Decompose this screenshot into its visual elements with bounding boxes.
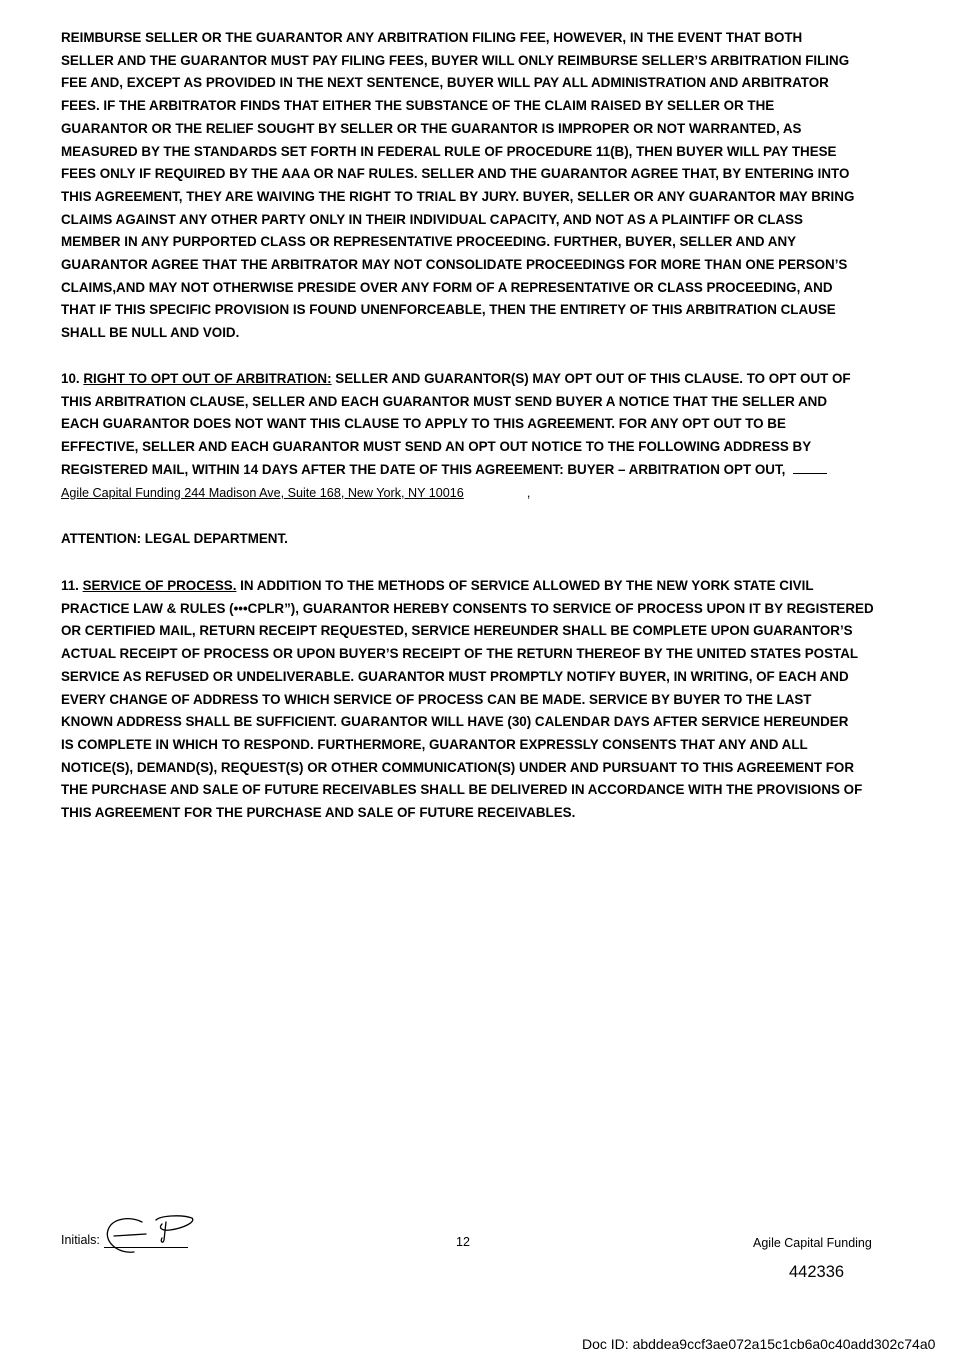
text-segment: REGISTERED MAIL, WITHIN 14 DAYS AFTER THE DATE OF THIS AGREEMENT: BUYER – ARBITRATION OPT OUT, — [61, 461, 786, 477]
text-line: PRACTICE LAW & RULES (•••CPLR”), GUARANTOR HEREBY CONSENTS TO SERVICE OF PROCESS UPON IT BY REGISTERED — [61, 600, 874, 616]
text-line: OR CERTIFIED MAIL, RETURN RECEIPT REQUESTED, SERVICE HEREUNDER SHALL BE COMPLETE UPON GUARANTOR’S — [61, 623, 853, 639]
text-line: GUARANTOR AGREE THAT THE ARBITRATOR MAY NOT CONSOLIDATE PROCEEDINGS FOR MORE THAN ONE PERSON’S — [61, 257, 848, 273]
text-line: GUARANTOR OR THE RELIEF SOUGHT BY SELLER OR THE GUARANTOR IS IMPROPER OR NOT WARRANTED, AS — [61, 120, 802, 136]
section-11-first-line — [61, 575, 906, 598]
opt-out-address — [61, 486, 508, 500]
text-line-with-blank — [61, 459, 906, 482]
section-heading: SERVICE OF PROCESS. — [82, 578, 237, 593]
text-line: FEES. IF THE ARBITRATOR FINDS THAT EITHER THE SUBSTANCE OF THE CLAIM RAISED BY SELLER OR THE — [61, 98, 775, 114]
text-segment: SELLER AND GUARANTOR(S) MAY OPT OUT OF THIS CLAUSE. TO OPT OUT OF — [335, 371, 851, 386]
section-9-continued — [61, 27, 906, 345]
text-line: ACTUAL RECEIPT OF PROCESS OR UPON BUYER’S RECEIPT OF THE RETURN THEREOF BY THE UNITED STATES POSTAL — [61, 646, 859, 662]
initials-label: Initials: — [61, 1233, 100, 1247]
text-line: THIS AGREEMENT FOR THE PURCHASE AND SALE OF FUTURE RECEIVABLES. — [61, 805, 576, 821]
text-line: SHALL BE NULL AND VOID. — [61, 325, 240, 341]
text-line: NOTICE(S), DEMAND(S), REQUEST(S) OR OTHER COMMUNICATION(S) UNDER AND PURSUANT TO THIS AGREEMENT FOR — [61, 759, 855, 775]
text-line: KNOWN ADDRESS SHALL BE SUFFICIENT. GUARANTOR WILL HAVE (30) CALENDAR DAYS AFTER SERVICE HEREUNDER — [61, 714, 849, 730]
text-line: EVERY CHANGE OF ADDRESS TO WHICH SERVICE OF PROCESS CAN BE MADE. SERVICE BY BUYER TO THE LAST — [61, 691, 812, 707]
text-line: THE PURCHASE AND SALE OF FUTURE RECEIVABLES SHALL BE DELIVERED IN ACCORDANCE WITH THE PROVISIONS OF — [61, 782, 863, 798]
section-number: 11. — [61, 578, 79, 593]
section-10 — [61, 368, 906, 504]
text-line: THIS ARBITRATION CLAUSE, SELLER AND EACH GUARANTOR MUST SEND BUYER A NOTICE THAT THE SELLER AND — [61, 393, 827, 409]
text-line: CLAIMS AGAINST ANY OTHER PARTY ONLY IN THEIR INDIVIDUAL CAPACITY, AND NOT AS A PLAINTIFF OR CLASS — [61, 211, 803, 227]
address-text: Agile Capital Funding 244 Madison Ave, Suite 168, New York, NY 10016 — [61, 485, 464, 500]
footer-company-name: Agile Capital Funding — [753, 1236, 872, 1250]
text-line: FEES ONLY IF REQUIRED BY THE AAA OR NAF RULES. SELLER AND THE GUARANTOR AGREE THAT, BY ENTERING INTO — [61, 166, 850, 182]
fill-in-blank — [793, 459, 827, 474]
doc-id: Doc ID: abddea9ccf3ae072a15c1cb6a0c40add302c74a0 — [582, 1336, 936, 1352]
address-trailing-comma: , — [526, 485, 531, 500]
text-line: MEMBER IN ANY PURPORTED CLASS OR REPRESENTATIVE PROCEEDING. FURTHER, BUYER, SELLER AND ANY — [61, 234, 797, 250]
text-line: CLAIMS,AND MAY NOT OTHERWISE PRESIDE OVER ANY FORM OF A REPRESENTATIVE OR CLASS PROCEEDING, AND — [61, 279, 833, 295]
text-line: SERVICE AS REFUSED OR UNDELIVERABLE. GUARANTOR MUST PROMPTLY NOTIFY BUYER, IN WRITING, OF EACH AND — [61, 668, 849, 684]
footer-reference-code: 442336 — [789, 1263, 845, 1281]
section-number: 10. — [61, 371, 80, 386]
text-line: EACH GUARANTOR DOES NOT WANT THIS CLAUSE TO APPLY TO THIS AGREEMENT. FOR ANY OPT OUT TO BE — [61, 416, 786, 432]
text-line: EFFECTIVE, SELLER AND EACH GUARANTOR MUST SEND AN OPT OUT NOTICE TO THE FOLLOWING ADDRESS BY — [61, 439, 812, 455]
text-line: IS COMPLETE IN WHICH TO RESPOND. FURTHERMORE, GUARANTOR EXPRESSLY CONSENTS THAT ANY AND ALL — [61, 736, 808, 752]
signature-scribble-icon — [100, 1210, 200, 1260]
text-segment: IN ADDITION TO THE METHODS OF SERVICE ALLOWED BY THE NEW YORK STATE CIVIL — [240, 578, 814, 593]
text-line: SELLER AND THE GUARANTOR MUST PAY FILING FEES, BUYER WILL ONLY REIMBURSE SELLER’S ARBITRATION FILING — [61, 52, 850, 68]
address-line — [61, 482, 906, 505]
page-number: 12 — [456, 1235, 470, 1249]
text-line: THAT IF THIS SPECIFIC PROVISION IS FOUND UNENFORCEABLE, THEN THE ENTIRETY OF THIS ARBITRATION CLAUSE — [61, 302, 836, 318]
text-line: MEASURED BY THE STANDARDS SET FORTH IN FEDERAL RULE OF PROCEDURE 11(B), THEN BUYER WILL PAY THESE — [61, 143, 837, 159]
text-line: REIMBURSE SELLER OR THE GUARANTOR ANY ARBITRATION FILING FEE, HOWEVER, IN THE EVENT THAT BOTH — [61, 30, 803, 45]
attention-text: ATTENTION: LEGAL DEPARTMENT. — [61, 531, 288, 546]
section-10-first-line — [61, 368, 906, 391]
section-11 — [61, 575, 906, 825]
attention-line — [61, 528, 906, 551]
section-heading: RIGHT TO OPT OUT OF ARBITRATION: — [83, 371, 332, 386]
text-line: FEE AND, EXCEPT AS PROVIDED IN THE NEXT SENTENCE, BUYER WILL PAY ALL ADMINISTRATION AND ARBITRATOR — [61, 75, 829, 91]
text-line: THIS AGREEMENT, THEY ARE WAIVING THE RIGHT TO TRIAL BY JURY. BUYER, SELLER OR ANY GUARANTOR MAY BRING — [61, 188, 855, 204]
